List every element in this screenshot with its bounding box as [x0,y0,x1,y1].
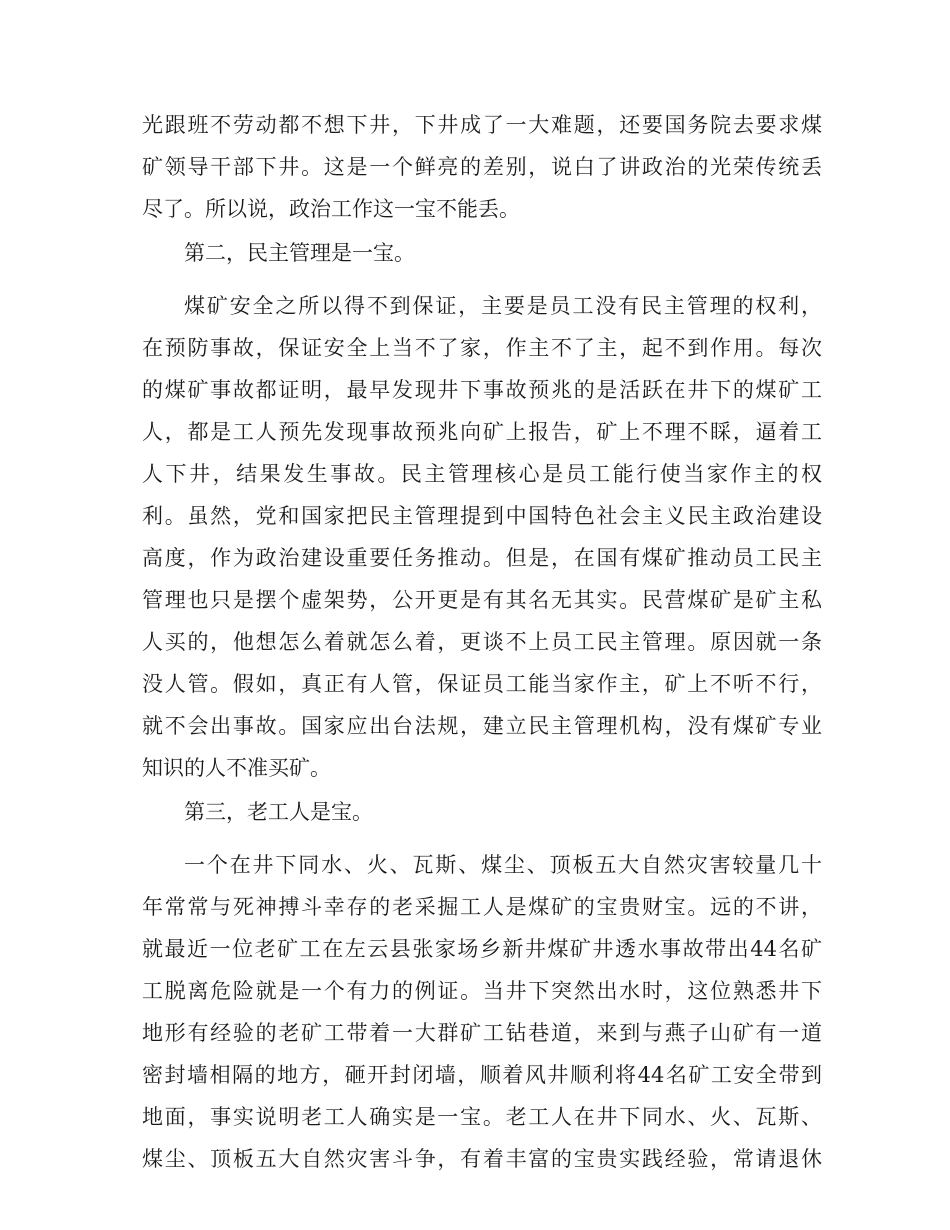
text-line: 年常常与死神搏斗幸存的老采掘工人是煤矿的宝贵财宝。远的不讲， [142,895,822,919]
text-line: 高度，作为政治建设重要任务推动。但是，在国有煤矿推动员工民主 [142,546,822,570]
text-line: 密封墙相隔的地方，砸开封闭墙，顺着风井顺利将44名矿工安全带到 [142,1063,822,1087]
text-line: 矿领导干部下井。这是一个鲜亮的差别，说白了讲政治的光荣传统丢 [142,155,822,179]
text-line: 地面，事实说明老工人确实是一宝。老工人在井下同水、火、瓦斯、 [142,1105,822,1129]
text-line: 利。虽然，党和国家把民主管理提到中国特色社会主义民主政治建设 [142,504,822,528]
text-line: 人买的，他想怎么着就怎么着，更谈不上员工民主管理。原因就一条 [142,630,822,654]
text-line: 就不会出事故。国家应出台法规，建立民主管理机构，没有煤矿专业 [142,714,822,738]
section-heading: 第二，民主管理是一宝。 [184,241,415,265]
text-line: 煤尘、顶板五大自然灾害斗争，有着丰富的宝贵实践经验，常请退休 [142,1147,822,1171]
text-line: 知识的人不准买矿。 [142,756,331,780]
text-line: 人，都是工人预先发现事故预兆向矿上报告，矿上不理不睬，逼着工 [142,420,822,444]
text-line: 一个在井下同水、火、瓦斯、煤尘、顶板五大自然灾害较量几十 [184,853,822,877]
text-line: 在预防事故，保证安全上当不了家，作主不了主，起不到作用。每次 [142,336,822,360]
section-heading: 第三，老工人是宝。 [184,800,373,824]
text-line: 工脱离危险就是一个有力的例证。当井下突然出水时，这位熟悉井下 [142,979,822,1003]
text-line: 人下井，结果发生事故。民主管理核心是员工能行使当家作主的权 [142,462,822,486]
text-line: 就最近一位老矿工在左云县张家场乡新井煤矿井透水事故带出44名矿 [142,937,822,961]
text-line: 煤矿安全之所以得不到保证，主要是员工没有民主管理的权利， [184,294,822,318]
text-line: 地形有经验的老矿工带着一大群矿工钻巷道，来到与燕子山矿有一道 [142,1021,822,1045]
text-line: 的煤矿事故都证明，最早发现井下事故预兆的是活跃在井下的煤矿工 [142,378,822,402]
text-line: 没人管。假如，真正有人管，保证员工能当家作主，矿上不听不行， [142,672,822,696]
text-line: 尽了。所以说，政治工作这一宝不能丢。 [142,197,520,221]
text-line: 光跟班不劳动都不想下井，下井成了一大难题，还要国务院去要求煤 [142,113,822,137]
text-line: 管理也只是摆个虚架势，公开更是有其名无其实。民营煤矿是矿主私 [142,588,822,612]
